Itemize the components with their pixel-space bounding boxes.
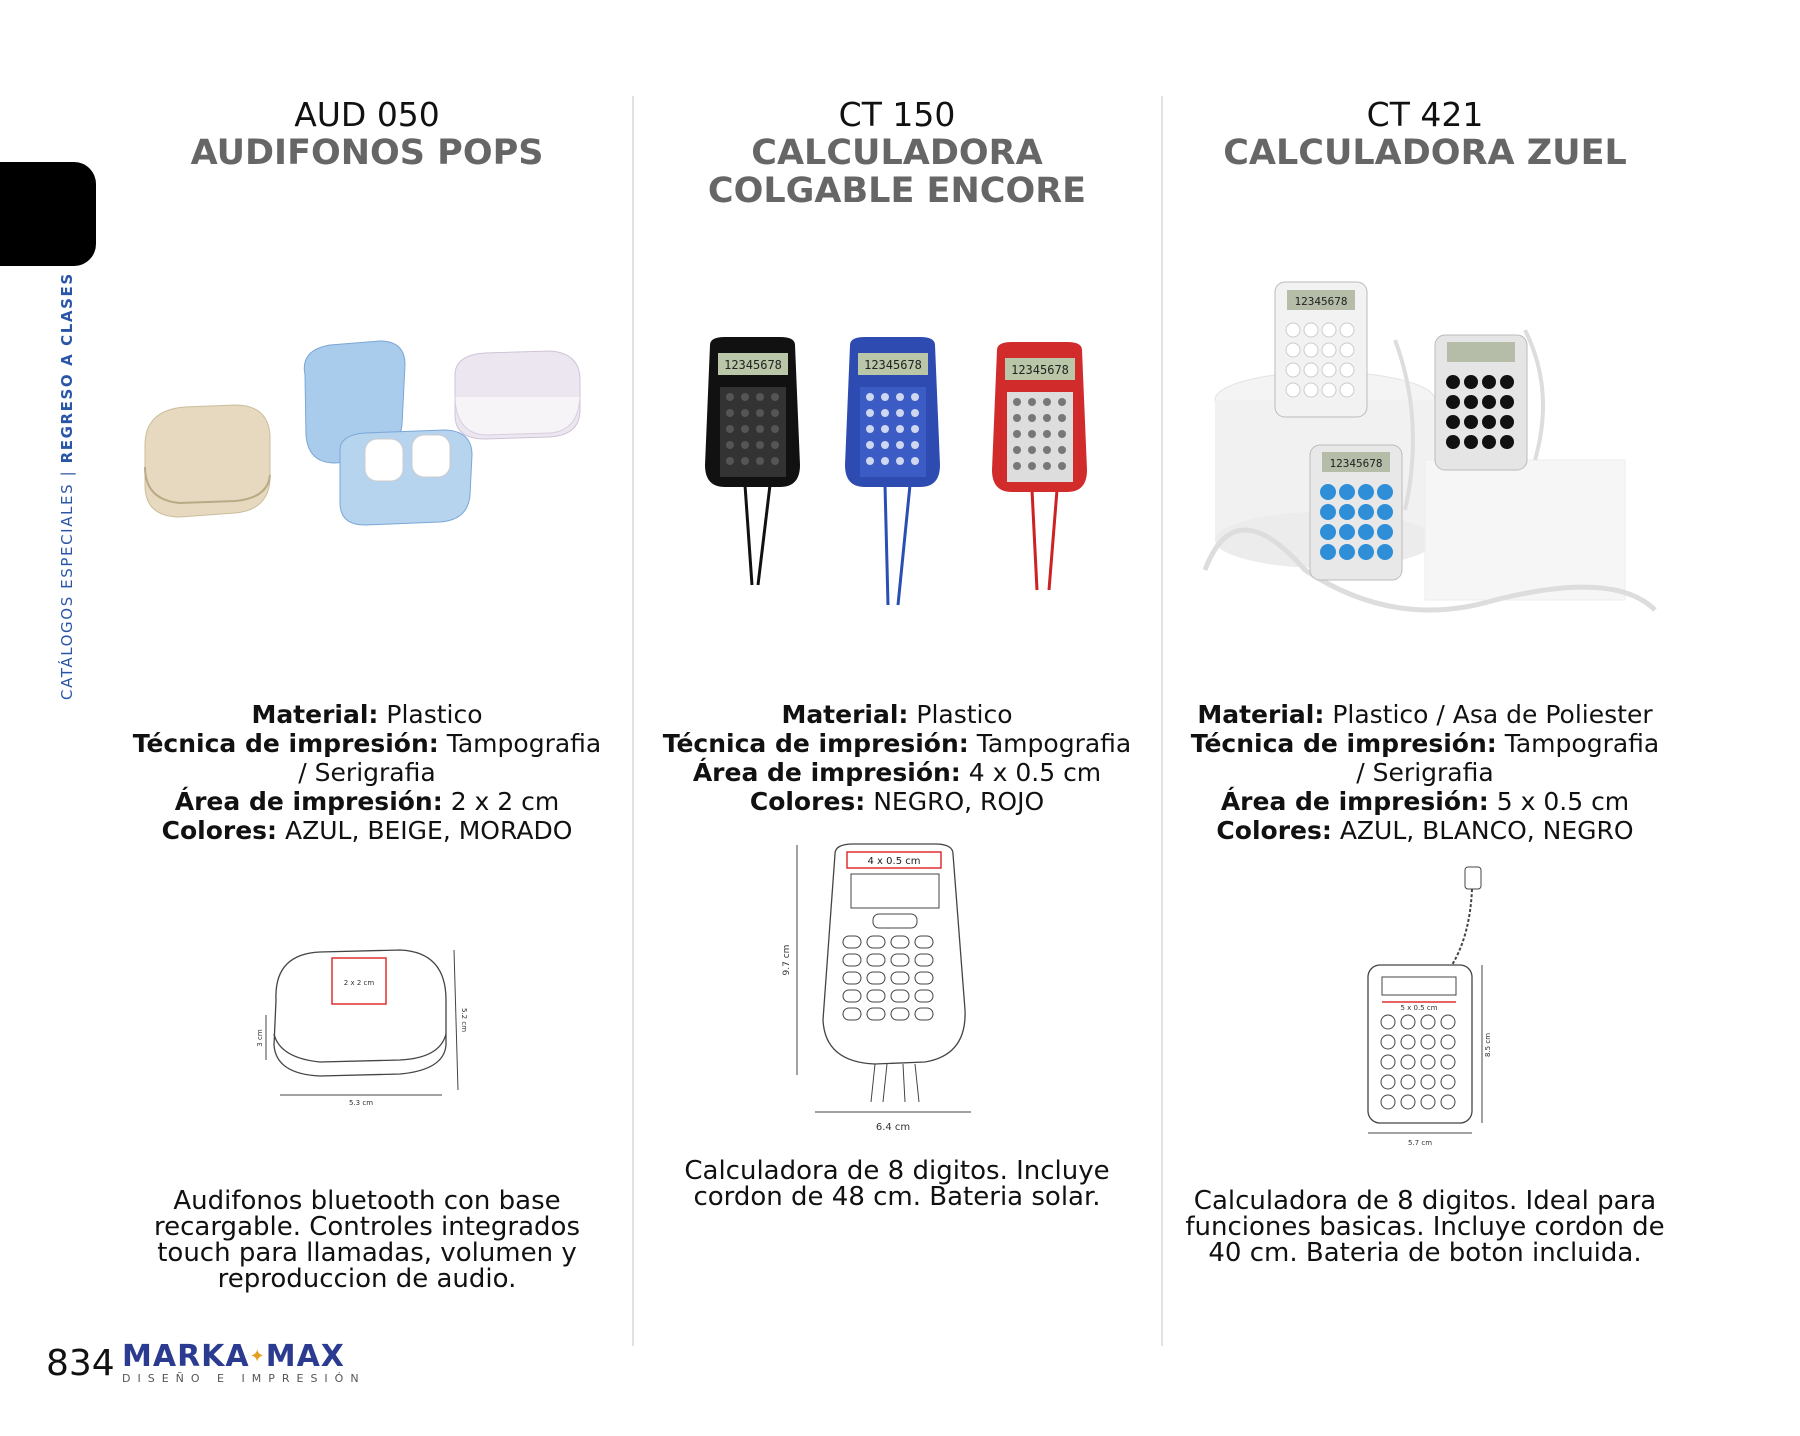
spec-label: Técnica de impresión: — [132, 729, 439, 758]
technical-drawing — [250, 940, 480, 1110]
spec-material — [1165, 700, 1685, 729]
spec-value: AZUL, BEIGE, MORADO — [285, 816, 573, 845]
product-code: CT 150 — [838, 95, 956, 134]
spec-value: 4 x 0.5 cm — [968, 758, 1102, 787]
product-name: AUDIFONOS POPS — [190, 133, 544, 173]
spec-label: Área de impresión: — [1220, 787, 1489, 816]
product-header — [637, 96, 1157, 239]
product-code: CT 421 — [1366, 95, 1484, 134]
product-header — [107, 96, 627, 172]
spec-material — [107, 700, 627, 729]
spec-colors — [637, 787, 1157, 816]
technical-drawing — [1360, 865, 1520, 1150]
height-label: 9.7 cm — [782, 944, 792, 976]
spec-material — [637, 700, 1157, 729]
height-label: 5.2 cm — [460, 1007, 468, 1033]
spec-label: Colores: — [1216, 816, 1332, 845]
spec-value: Plastico — [386, 700, 483, 729]
spec-value: Plastico — [916, 700, 1013, 729]
spec-label: Material: — [251, 700, 379, 729]
spec-technique — [637, 729, 1157, 758]
sidebar-section-label: REGRESO A CLASES — [58, 272, 76, 464]
spec-colors — [1165, 816, 1685, 845]
spec-label: Área de impresión: — [174, 787, 443, 816]
spec-technique — [107, 729, 627, 787]
calculator-display: 12345678 — [864, 358, 922, 372]
spec-colors — [107, 816, 627, 845]
spec-value: Tampografia / Serigrafia — [1356, 729, 1660, 787]
product-description: Calculadora de 8 digitos. Incluye cordon de 48 cm. Bateria solar. — [684, 1156, 1110, 1212]
width-label: 5.3 cm — [348, 1099, 374, 1107]
calculator-display: 12345678 — [724, 358, 782, 372]
brand-logo-left: MARKA — [122, 1339, 250, 1374]
spec-print-area — [1165, 787, 1685, 816]
spec-print-area — [637, 758, 1157, 787]
product-description: Calculadora de 8 digitos. Ideal para funciones basicas. Incluye cordon de 40 cm. Bateria de boton incluida. — [1185, 1186, 1665, 1268]
spec-label: Material: — [781, 700, 909, 729]
brand-logo — [122, 1339, 366, 1386]
spec-print-area — [107, 787, 627, 816]
print-area-label: 4 x 0.5 cm — [867, 856, 921, 867]
product-header — [1165, 96, 1685, 172]
earbuds-photo — [140, 335, 590, 565]
calculators-photo — [700, 335, 1100, 615]
column-divider — [1161, 96, 1163, 1346]
print-area-label: 5 x 0.5 cm — [1400, 1004, 1438, 1012]
calculator-display: 12345678 — [1011, 363, 1069, 377]
spec-value: NEGRO, ROJO — [873, 787, 1045, 816]
width-label: 5.7 cm — [1407, 1139, 1433, 1147]
product-specs — [107, 700, 627, 845]
product-name: CALCULADORA ZUEL — [1223, 133, 1627, 173]
product-specs — [637, 700, 1157, 816]
technical-drawing — [775, 840, 995, 1140]
page-number: 834 — [46, 1343, 115, 1384]
column-divider — [632, 96, 634, 1346]
print-area-label: 2 x 2 cm — [343, 979, 375, 987]
spec-label: Técnica de impresión: — [662, 729, 969, 758]
width-label: 6.4 cm — [875, 1122, 911, 1133]
spec-label: Área de impresión: — [692, 758, 961, 787]
brand-logo-right: MAX — [265, 1339, 345, 1374]
calculator-display: 12345678 — [1329, 457, 1383, 470]
section-tab — [0, 162, 96, 266]
calculators-photo — [1195, 270, 1665, 650]
product-specs — [1165, 700, 1685, 845]
spec-value: AZUL, BLANCO, NEGRO — [1339, 816, 1634, 845]
spec-value: 5 x 0.5 cm — [1496, 787, 1630, 816]
height-label: 8.5 cm — [1484, 1032, 1492, 1058]
spec-label: Técnica de impresión: — [1190, 729, 1497, 758]
spec-technique — [1165, 729, 1685, 787]
brand-tagline: DISEÑO E IMPRESIÓN — [122, 1372, 366, 1385]
spec-label: Material: — [1197, 700, 1325, 729]
spec-value: Plastico / Asa de Poliester — [1332, 700, 1653, 729]
depth-label: 3 cm — [256, 1029, 264, 1047]
spec-label: Colores: — [749, 787, 866, 816]
spec-label: Colores: — [161, 816, 278, 845]
star-icon: ✦ — [249, 1346, 266, 1367]
product-code: AUD 050 — [294, 95, 440, 134]
sidebar-catalog-label: CATÁLOGOS ESPECIALES | — [58, 463, 76, 700]
product-name: CALCULADORA COLGABLE ENCORE — [707, 134, 1087, 211]
spec-value: 2 x 2 cm — [450, 787, 560, 816]
sidebar-caption — [58, 272, 76, 700]
calculator-display: 12345678 — [1294, 295, 1348, 308]
spec-value: Tampografia / Serigrafia — [298, 729, 602, 787]
spec-value: Tampografia — [976, 729, 1132, 758]
product-description: Audifonos bluetooth con base recargable. Controles integrados touch para llamadas, volumen y reproduccion de audio. — [153, 1186, 581, 1294]
